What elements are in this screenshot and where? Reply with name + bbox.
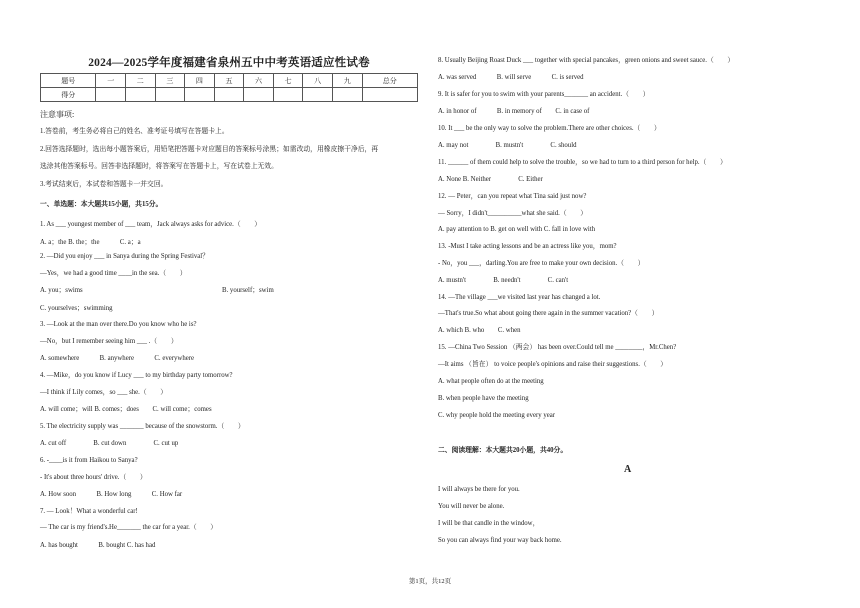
question-line: A. cut off B. cut down C. cut up xyxy=(40,440,179,447)
note-line: 3.考试结束后，本试卷和答题卡一并交回。 xyxy=(40,180,168,188)
question-line: 6. -____is it from Haikou to Sanya? xyxy=(40,457,138,464)
question-line: 3. —Look at the man over there.Do you know who he is? xyxy=(40,321,197,328)
question-line: A. None B. Neither C. Either xyxy=(438,176,543,183)
score-cell xyxy=(362,88,418,102)
score-header-cell: 五 xyxy=(214,74,244,88)
question-line: A. How soon B. How long C. How far xyxy=(40,491,183,498)
question-line: —I think if Lily comes，so ___ she.（ ） xyxy=(40,389,168,396)
question-line: B. when people have the meeting xyxy=(438,395,529,402)
question-line: A. somewhere B. anywhere C. everywhere xyxy=(40,355,195,362)
question-line: —No，but I remember seeing him ___ .（ ） xyxy=(40,338,178,345)
passage-line: I will be that candle in the window， xyxy=(438,520,540,527)
passage-letter: A xyxy=(624,464,632,475)
score-row-label: 得分 xyxy=(41,88,96,102)
score-cell xyxy=(303,88,333,102)
passage-line: So you can always find your way back home. xyxy=(438,537,562,544)
page-footer: 第1页，共12页 xyxy=(408,578,452,585)
score-cell xyxy=(273,88,303,102)
score-cell xyxy=(185,88,215,102)
question-line: C. why people hold the meeting every year xyxy=(438,412,556,419)
section-1-heading: 一、单选题：本大题共15小题，共15分。 xyxy=(40,201,163,208)
passage-line: I will always be there for you. xyxy=(438,486,520,493)
question-line: C. yourselves；swimming xyxy=(40,305,113,312)
question-line: 13. -Must I take acting lessons and be an actress like you，mom? xyxy=(438,243,617,250)
question-line: A. was served B. will serve C. is served xyxy=(438,74,584,81)
score-header-cell: 八 xyxy=(303,74,333,88)
question-line: —It aims （旨在） to voice people's opinions and raise their suggestions.（ ） xyxy=(438,361,668,368)
question-line: 11. ______ of them could help to solve the trouble，so we had to turn to a third person for help.（ ） xyxy=(438,159,727,166)
section-2-heading: 二、阅读理解：本大题共20小题，共40分。 xyxy=(438,447,568,454)
question-line: 1. As ___ youngest member of ___ team，Jack always asks for advice.（ ） xyxy=(40,221,262,228)
score-header-cell: 六 xyxy=(244,74,274,88)
question-line: A. has bought B. bought C. has had xyxy=(40,542,156,549)
question-line: 12. — Peter，can you repeat what Tina said just now? xyxy=(438,193,587,200)
question-line: 15. —China Two Session （两会） has been over.Could tell me ________，Mr.Chen? xyxy=(438,344,677,351)
question-line: A. in honor of B. in memory of C. in case of xyxy=(438,108,590,115)
question-line: A. you；swims xyxy=(40,287,83,294)
passage-line: You will never be alone. xyxy=(438,503,505,510)
score-cell xyxy=(126,88,156,102)
question-line: A. may not B. mustn't C. should xyxy=(438,142,577,149)
score-cell xyxy=(96,88,126,102)
score-cell xyxy=(214,88,244,102)
score-table xyxy=(40,73,418,102)
question-line: A. will come；will B. comes；does C. will come；comes xyxy=(40,406,212,413)
page-title: 2024—2025学年度福建省泉州五中中考英语适应性试卷 xyxy=(88,57,370,69)
score-header-cell: 三 xyxy=(155,74,185,88)
score-header-cell: 七 xyxy=(273,74,303,88)
notes-title: 注意事项: xyxy=(40,110,75,119)
question-line: — Sorry，I didn't__________what she said.（ ） xyxy=(438,210,588,217)
question-line: - No，you ___，darling.You are free to make your own decision.（ ） xyxy=(438,260,645,267)
question-line: A. pay attention to B. get on well with C. fall in love with xyxy=(438,226,596,233)
question-line: 7. — Look！What a wonderful car! xyxy=(40,508,138,515)
score-cell xyxy=(332,88,362,102)
question-line: —That's true.So what about going there again in the summer vacation?（ ） xyxy=(438,310,659,317)
score-header-cell: 总分 xyxy=(362,74,418,88)
score-header-cell: 一 xyxy=(96,74,126,88)
question-line: 10. It ___ be the only way to solve the problem.There are other choices.（ ） xyxy=(438,125,661,132)
score-header-cell: 题号 xyxy=(41,74,96,88)
score-table-score-row xyxy=(41,88,418,102)
q2-option-b: B. yourself；swim xyxy=(222,287,274,294)
question-line: 4. —Mike，do you know if Lucy ___ to my birthday party tomorrow? xyxy=(40,372,233,379)
score-header-cell: 九 xyxy=(332,74,362,88)
score-header-cell: 四 xyxy=(185,74,215,88)
question-line: 9. It is safer for you to swim with your parents_______ an accident.（ ） xyxy=(438,91,650,98)
score-cell xyxy=(244,88,274,102)
note-line: 2.回答选择题时，选出每小题答案后，用铅笔把答题卡对应题目的答案标号涂黑；如需改动，用橡皮擦干净后，再 xyxy=(40,145,379,153)
question-line: 2. —Did you enjoy ___ in Sanya during the Spring Festival？ xyxy=(40,253,209,260)
note-line: 1.答卷前，考生务必将自己的姓名、准考证号填写在答题卡上。 xyxy=(40,128,229,135)
question-line: 8. Usually Beijing Roast Duck ___ together with special pancakes，green onions and sweet sauce.（ ） xyxy=(438,57,735,64)
question-line: A. mustn't B. needn't C. can't xyxy=(438,277,569,284)
question-line: 14. —The village ___we visited last year has changed a lot. xyxy=(438,294,601,301)
note-line: 选涂其他答案标号。回答非选择题时，将答案写在答题卡上，写在试卷上无效。 xyxy=(40,163,278,170)
question-line: —Yes，we had a good time ____in the sea.（ ） xyxy=(40,270,187,277)
question-line: A. a；the B. the；the C. a；a xyxy=(40,239,141,246)
question-line: 5. The electricity supply was _______ because of the snowstorm.（ ） xyxy=(40,423,245,430)
question-line: — The car is my friend's.He_______ the car for a year.（ ） xyxy=(40,524,218,531)
score-header-cell: 二 xyxy=(126,74,156,88)
score-table-header-row xyxy=(41,74,418,88)
score-cell xyxy=(155,88,185,102)
question-line: A. what people often do at the meeting xyxy=(438,378,544,385)
question-line: A. which B. who C. when xyxy=(438,327,521,334)
question-line: - It's about three hours' drive.（ ） xyxy=(40,474,147,481)
